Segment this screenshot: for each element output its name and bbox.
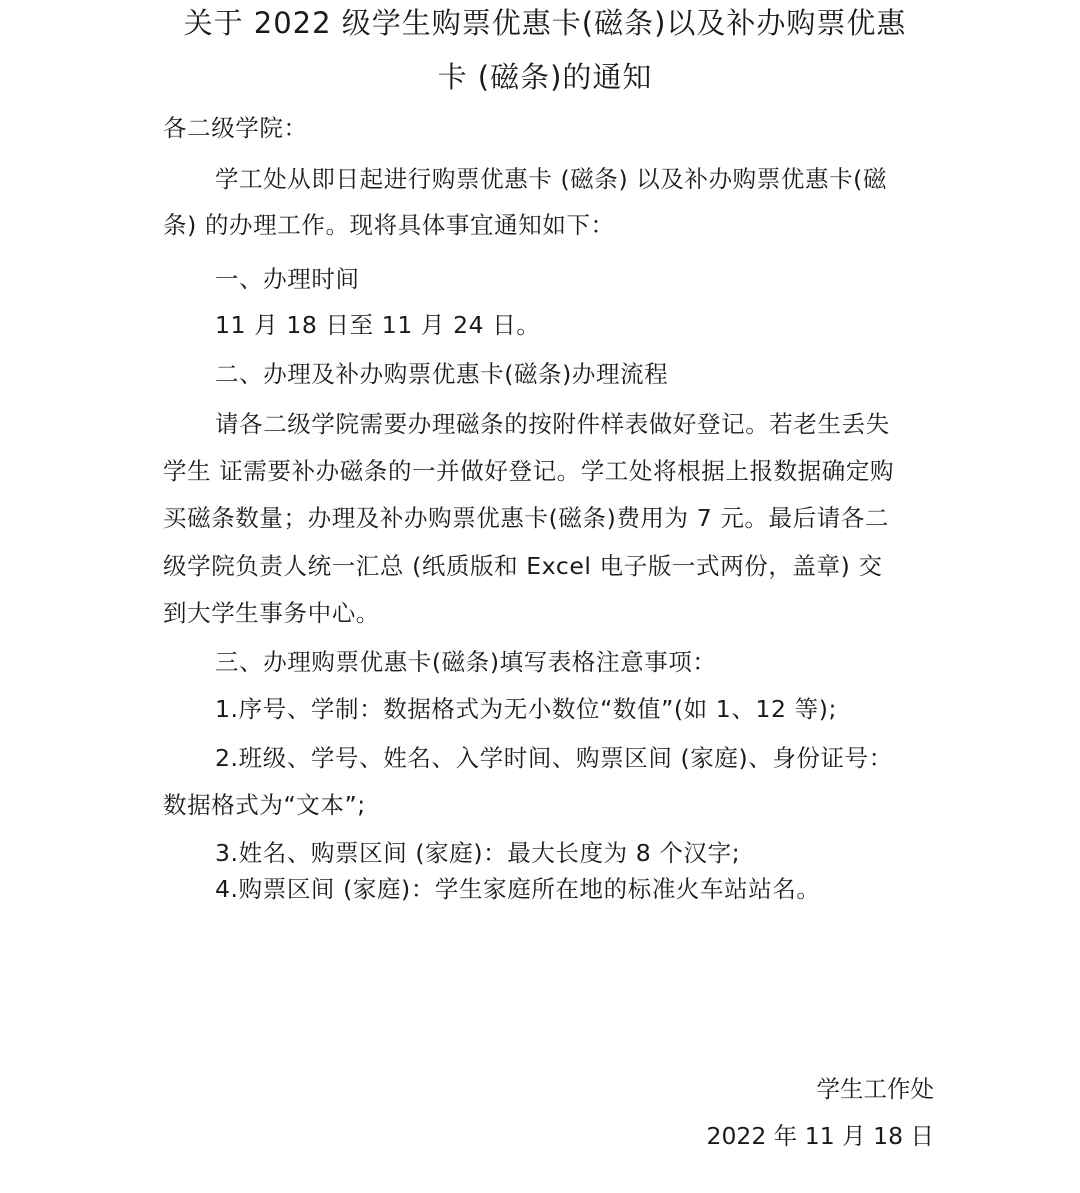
- section-2-line-3: 买磁条数量；办理及补办购票优惠卡(磁条)费用为 7 元。最后请各二: [163, 504, 890, 532]
- intro-line-1: 学工处从即日起进行购票优惠卡 (磁条) 以及补办购票优惠卡(磁: [215, 165, 888, 193]
- section-2-line-4: 级学院负责人统一汇总 (纸质版和 Excel 电子版一式两份，盖章) 交: [163, 552, 883, 580]
- section-3-item-2-line-2: 数据格式为“文本”;: [163, 791, 366, 819]
- section-3-item-3: 3.姓名、购票区间 (家庭)：最大长度为 8 个汉字;: [215, 839, 741, 867]
- section-2-line-5: 到大学生事务中心。: [163, 599, 380, 627]
- document-title-line-2: 卡 (磁条)的通知: [437, 60, 653, 94]
- section-1-heading: 一、办理时间: [215, 265, 360, 293]
- document-title-line-1: 关于 2022 级学生购票优惠卡(磁条)以及补办购票优惠: [183, 6, 907, 40]
- section-2-line-1: 请各二级学院需要办理磁条的按附件样表做好登记。若老生丢失: [215, 410, 890, 438]
- section-3-item-1: 1.序号、学制：数据格式为无小数位“数值”(如 1、12 等);: [215, 695, 838, 723]
- section-3-item-2-line-1: 2.班级、学号、姓名、入学时间、购票区间 (家庭)、身份证号：: [215, 744, 893, 772]
- signature-date: 2022 年 11 月 18 日: [706, 1122, 934, 1150]
- intro-line-2: 条) 的办理工作。现将具体事宜通知如下：: [163, 211, 615, 239]
- section-3-item-4: 4.购票区间 (家庭)：学生家庭所在地的标准火车站站名。: [215, 875, 821, 903]
- salutation: 各二级学院：: [163, 114, 308, 142]
- section-1-text: 11 月 18 日至 11 月 24 日。: [215, 311, 541, 339]
- signature-office: 学生工作处: [816, 1075, 934, 1103]
- section-3-heading: 三、办理购票优惠卡(磁条)填写表格注意事项：: [215, 648, 717, 676]
- section-2-line-2: 学生 证需要补办磁条的一并做好登记。学工处将根据上报数据确定购: [163, 457, 895, 485]
- section-2-heading: 二、办理及补办购票优惠卡(磁条)办理流程: [215, 360, 669, 388]
